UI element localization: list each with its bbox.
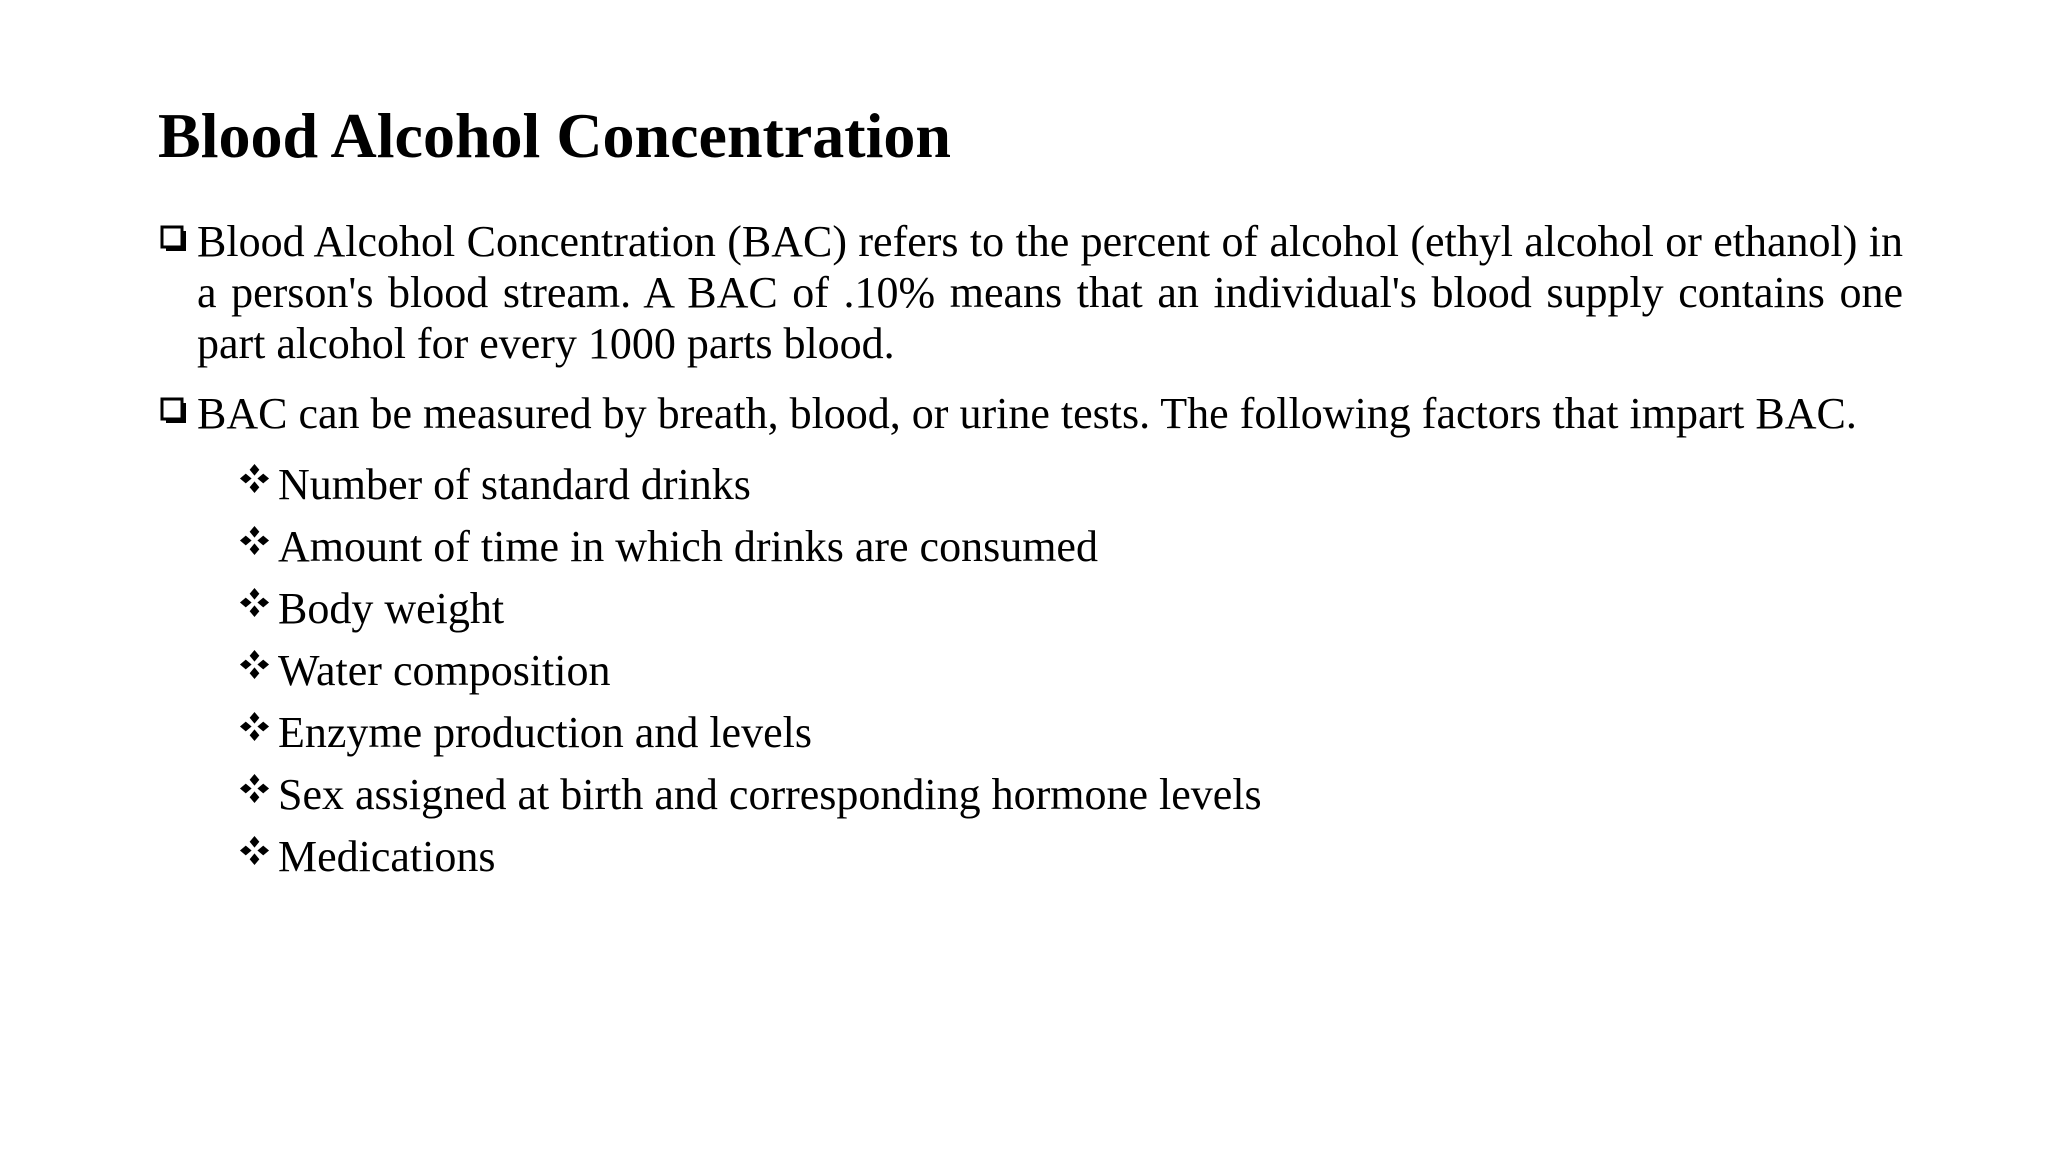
bullet-text: BAC can be measured by breath, blood, or urine tests. The following factors that impart BAC. <box>197 389 1857 438</box>
list-item <box>160 578 1903 640</box>
list-item-text: Amount of time in which drinks are consumed <box>278 522 1098 571</box>
four-diamond-icon <box>238 586 271 619</box>
list-item <box>160 826 1903 888</box>
four-diamond-icon <box>238 462 271 495</box>
factors-list <box>160 454 1903 888</box>
list-item-text: Water composition <box>278 646 611 695</box>
four-diamond-icon <box>238 648 271 681</box>
list-item-text: Body weight <box>278 584 505 633</box>
hollow-square-shadow-icon <box>160 225 188 253</box>
list-item <box>160 516 1903 578</box>
list-item-text: Enzyme production and levels <box>278 708 812 757</box>
slide-content <box>160 216 1903 888</box>
bullet-bac-measurement <box>160 388 1903 439</box>
four-diamond-icon <box>238 710 271 743</box>
four-diamond-icon <box>238 772 271 805</box>
bullet-text: Blood Alcohol Concentration (BAC) refers to the percent of alcohol (ethyl alcohol or ethanol) in a person's blood stream. A BAC of .10% means that an individual's blood supply contains one part alcohol for every 1000 parts blood. <box>197 217 1903 368</box>
list-item <box>160 764 1903 826</box>
list-item-text: Sex assigned at birth and corresponding hormone levels <box>278 770 1262 819</box>
four-diamond-icon <box>238 834 271 867</box>
list-item-text: Number of standard drinks <box>278 460 751 509</box>
hollow-square-shadow-icon <box>160 397 188 425</box>
list-item <box>160 702 1903 764</box>
list-item-text: Medications <box>278 832 496 881</box>
four-diamond-icon <box>238 524 271 557</box>
list-item <box>160 454 1903 516</box>
list-item <box>160 640 1903 702</box>
slide-title: Blood Alcohol Concentration <box>158 100 951 171</box>
bullet-bac-definition <box>160 216 1903 369</box>
